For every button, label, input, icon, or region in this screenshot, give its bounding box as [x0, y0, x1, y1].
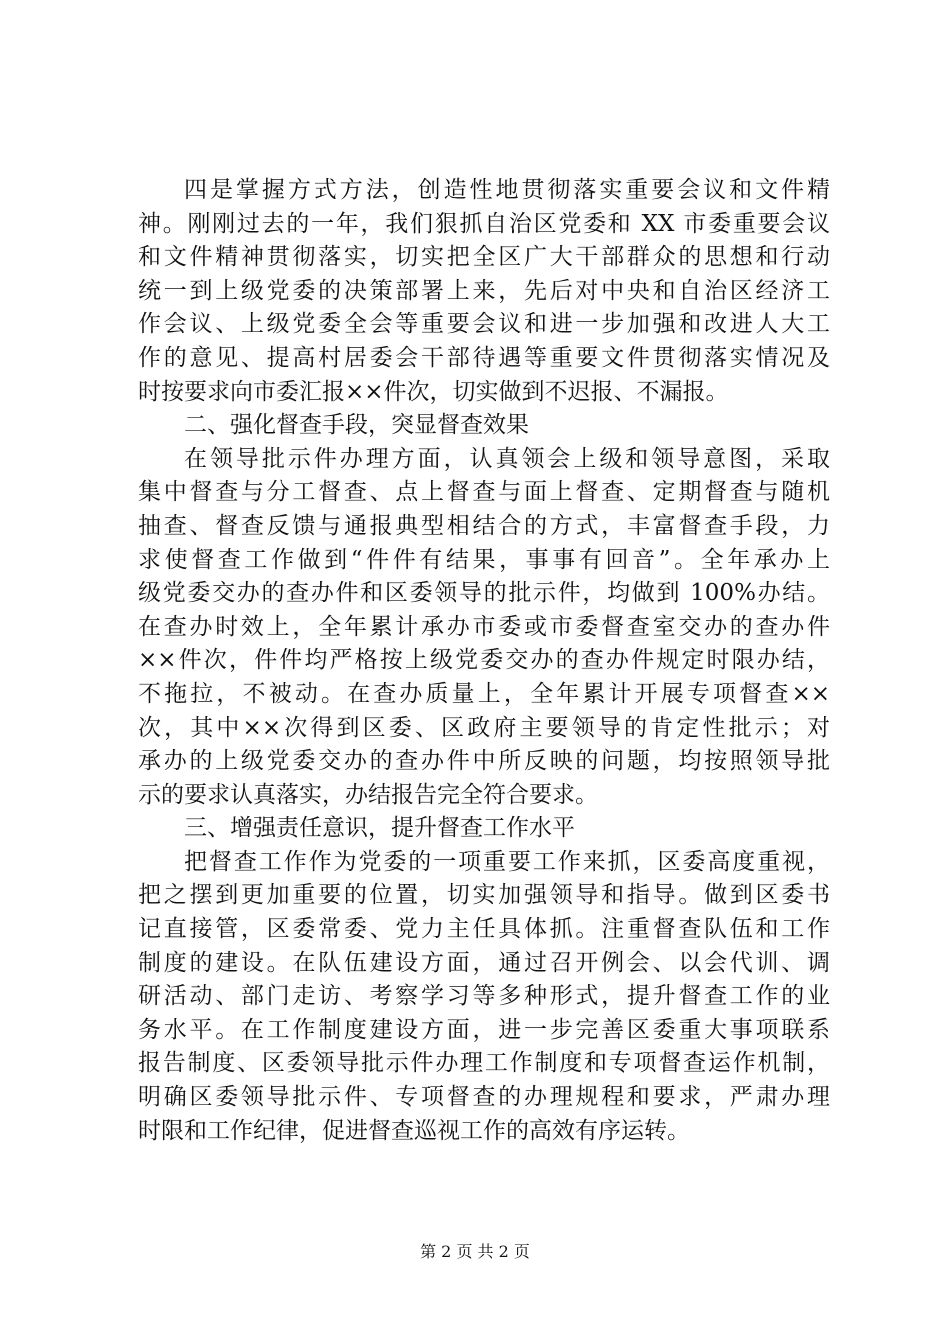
heading-text: 三、增强责任意识，提升督查工作水平 [184, 815, 575, 842]
text-line: 制度的建设。在队伍建设方面，通过召开例会、以会代训、调 [138, 949, 830, 976]
text-line: 和文件精神贯彻落实，切实把全区广大干部群众的思想和行动 [138, 244, 830, 271]
text-line: 记直接管，区委常委、党力主任具体抓。注重督查队伍和工作 [138, 916, 830, 943]
text-line: 统一到上级党委的决策部署上来，先后对中央和自治区经济工 [138, 277, 830, 304]
text-line: 在查办时效上，全年累计承办市委或市委督查室交办的查办件 [138, 613, 830, 640]
text-line: 把之摆到更加重要的位置，切实加强领导和指导。做到区委书 [138, 882, 830, 909]
text-line: 时按要求向市委汇报××件次，切实做到不迟报、不漏报。 [138, 378, 729, 405]
text-line: 研活动、部门走访、考察学习等多种形式，提升督查工作的业 [138, 983, 830, 1010]
text-line: 神。刚刚过去的一年，我们狠抓自治区党委和 XX 市委重要会议 [138, 210, 830, 237]
text-line: 在领导批示件办理方面，认真领会上级和领导意图，采取 [184, 445, 830, 472]
text-line: 不拖拉，不被动。在查办质量上，全年累计开展专项督查×× [138, 680, 830, 707]
paragraph [138, 443, 830, 813]
page-number-footer: 第 2 页 共 2 页 [420, 1242, 530, 1261]
text-line: 抽查、督查反馈与通报典型相结合的方式，丰富督查手段，力 [138, 512, 830, 539]
section-heading [138, 812, 830, 846]
text-line: 示的要求认真落实，办结报告完全符合要求。 [138, 781, 598, 808]
text-line: 把督查工作作为党委的一项重要工作来抓，区委高度重视， [184, 848, 830, 875]
text-line: ××件次，件件均严格按上级党委交办的查办件规定时限办结， [138, 647, 830, 674]
paragraph [138, 174, 830, 409]
text-line: 集中督查与分工督查、点上督查与面上督查、定期督查与随机 [138, 479, 830, 506]
text-line: 次，其中××次得到区委、区政府主要领导的肯定性批示；对 [138, 714, 830, 741]
text-line: 务水平。在工作制度建设方面，进一步完善区委重大事项联系 [138, 1016, 830, 1043]
section-heading [138, 409, 830, 443]
text-line: 承办的上级党委交办的查办件中所反映的问题，均按照领导批 [138, 748, 830, 775]
text-line: 求使督查工作做到“件件有结果，事事有回音”。全年承办上 [138, 546, 830, 573]
text-line: 作会议、上级党委全会等重要会议和进一步加强和改进人大工 [138, 311, 830, 338]
text-line: 报告制度、区委领导批示件办理工作制度和专项督查运作机制， [138, 1050, 830, 1077]
text-line: 作的意见、提高村居委会干部待遇等重要文件贯彻落实情况及 [138, 344, 830, 371]
heading-text: 二、强化督查手段，突显督查效果 [184, 412, 529, 439]
text-line: 四是掌握方式方法，创造性地贯彻落实重要会议和文件精 [184, 177, 830, 203]
document-body [138, 174, 830, 1148]
paragraph [138, 846, 830, 1148]
text-line: 级党委交办的查办件和区委领导的批示件，均做到 100%办结。 [138, 580, 830, 607]
text-line: 明确区委领导批示件、专项督查的办理规程和要求，严肃办理 [138, 1084, 830, 1111]
text-line: 时限和工作纪律，促进督查巡视工作的高效有序运转。 [138, 1117, 690, 1144]
